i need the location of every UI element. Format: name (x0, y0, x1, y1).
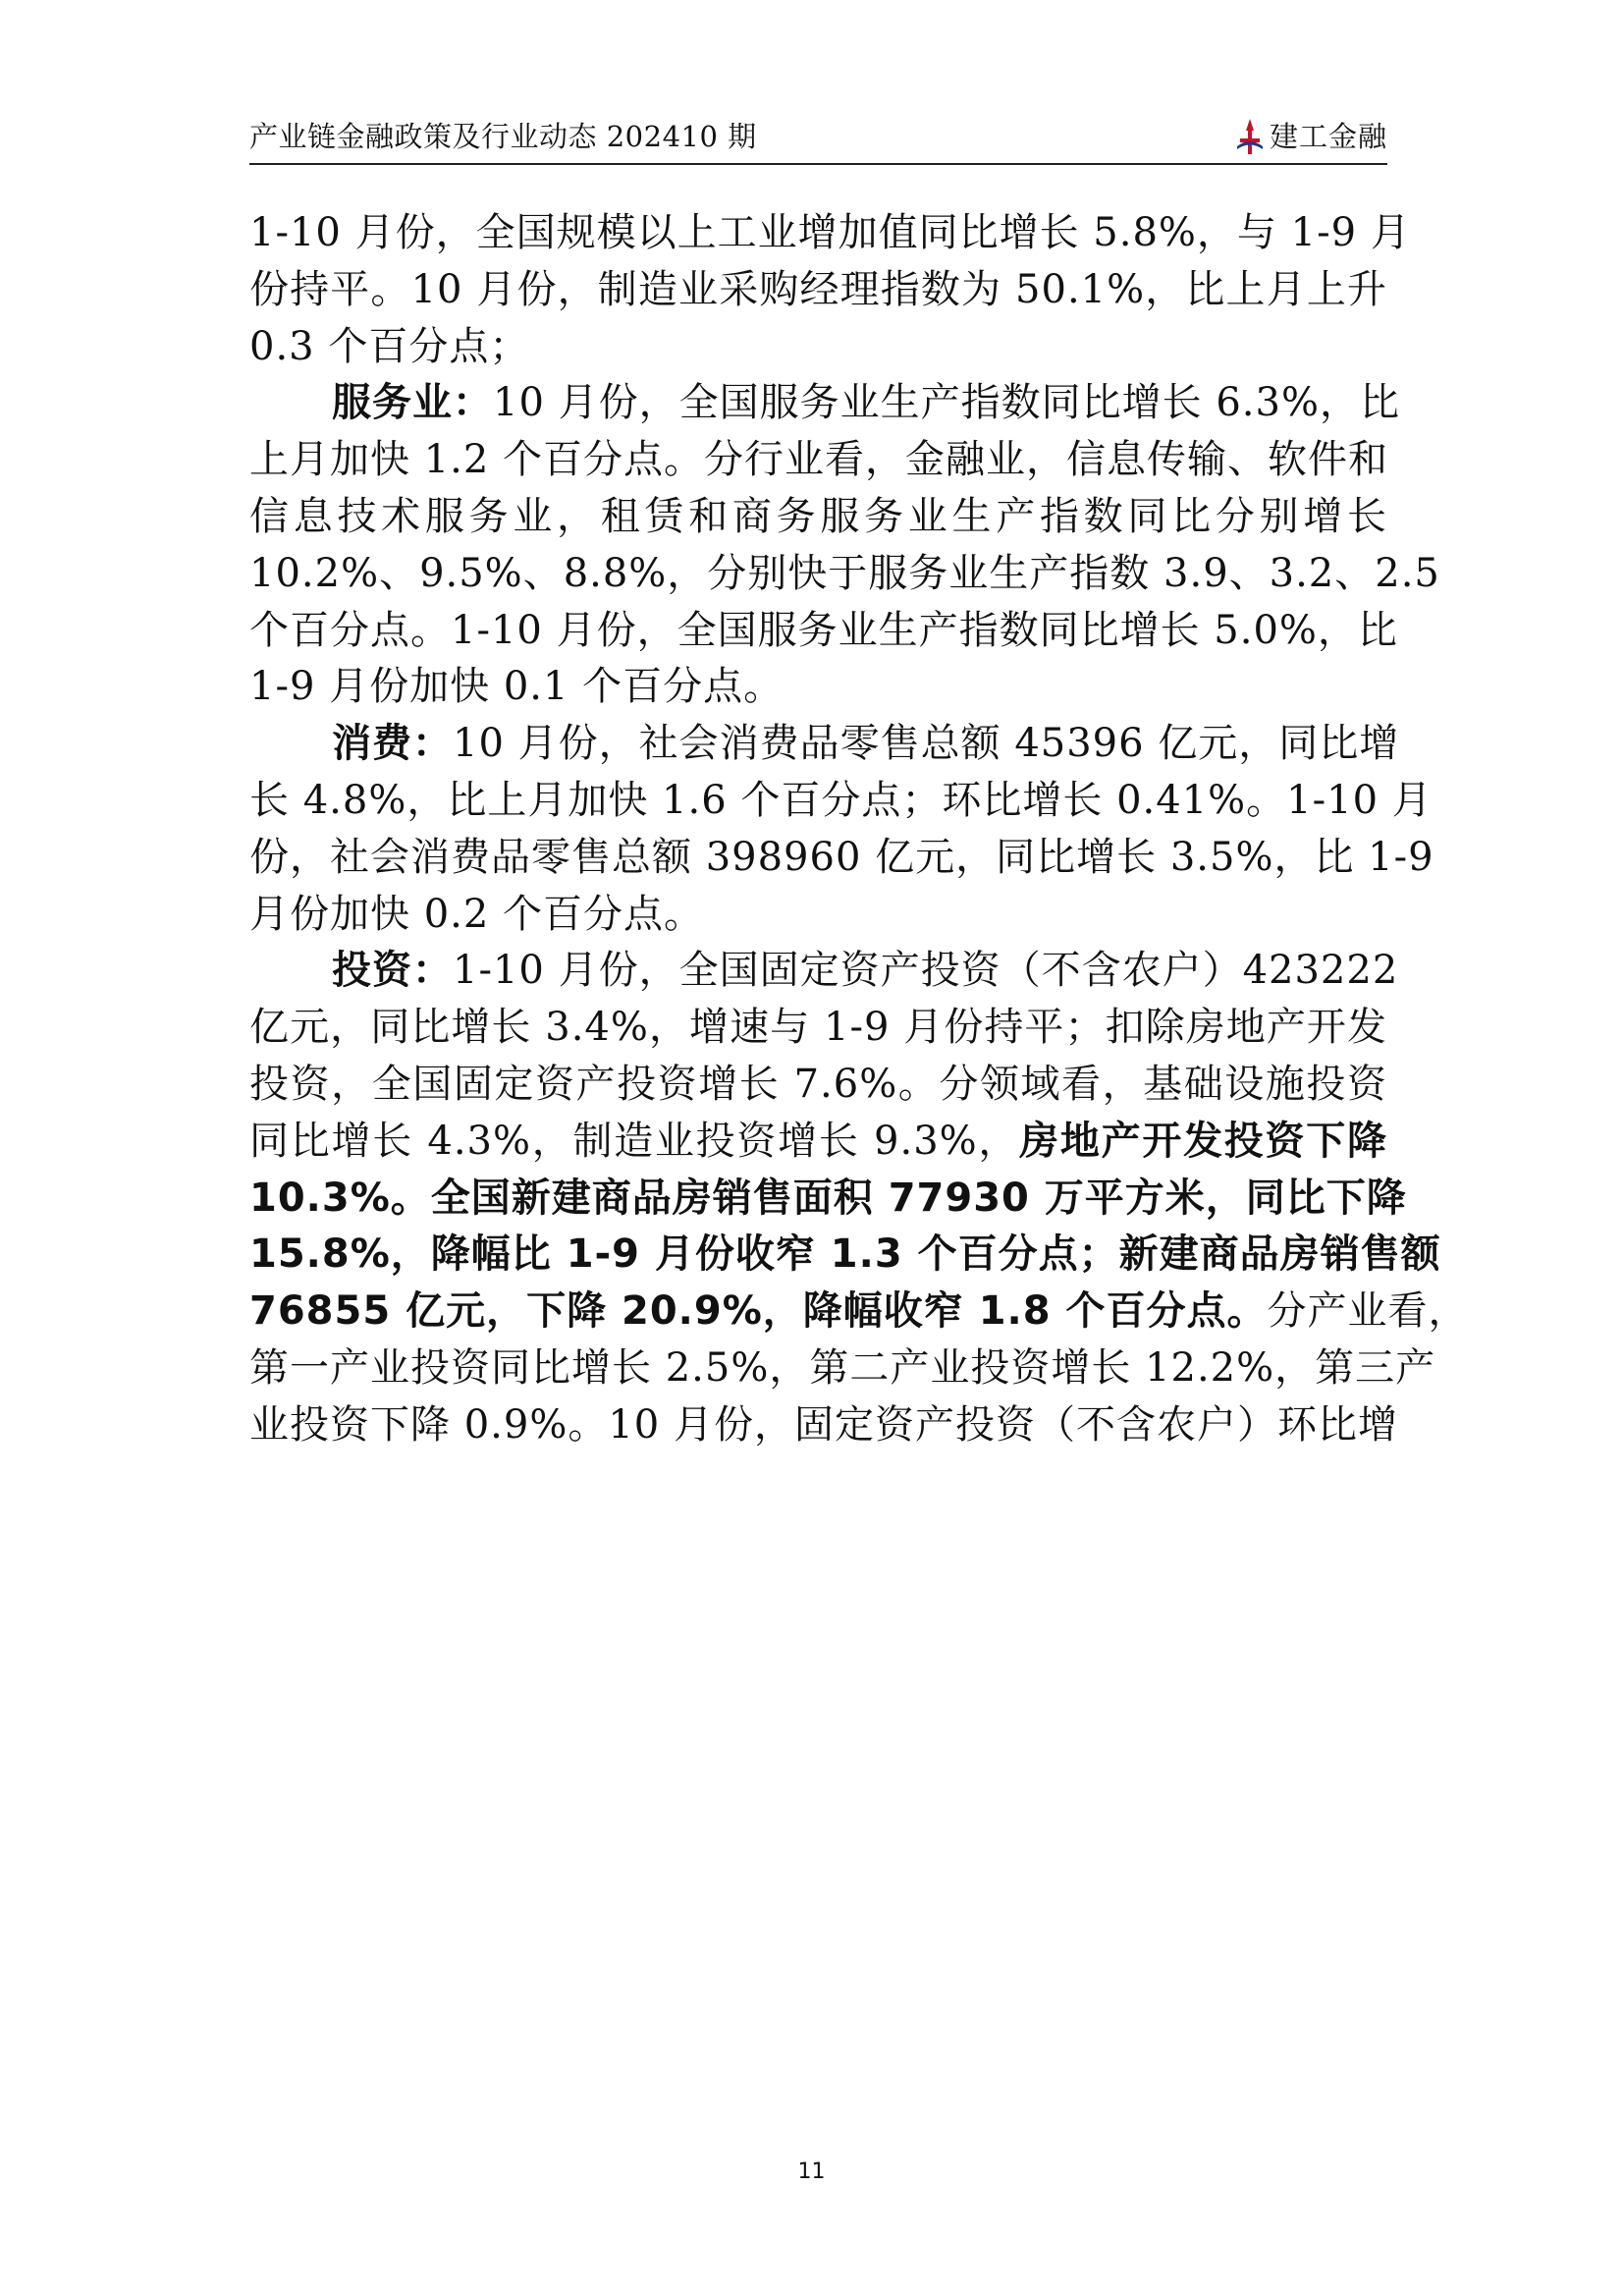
text-segment: 信息技术服务业，租赁和商务服务业生产指数同比分别增长 (249, 494, 1387, 539)
text-segment: 长 4.8%，比上月加快 1.6 个百分点；环比增长 0.41%。1-10 月 (249, 778, 1433, 823)
text-segment: 业投资下降 0.9%。10 月份，固定资产投资（不含农户）环比增 (249, 1402, 1398, 1448)
text-segment: 1-10 月份，全国固定资产投资（不含农户）423222 (453, 948, 1399, 993)
text-line (332, 373, 1400, 432)
text-segment: 亿元，同比增长 3.4%，增速与 1-9 月份持平；扣除房地产开发 (249, 1005, 1387, 1050)
text-line (249, 487, 1387, 546)
text-line (249, 203, 1411, 262)
text-segment: 份持平。10 月份，制造业采购经理指数为 50.1%，比上月上升 (249, 267, 1387, 312)
text-line (249, 998, 1387, 1057)
text-segment: 投资，全国固定资产投资增长 7.6%。分领域看，基础设施投资 (249, 1062, 1387, 1107)
text-segment: 同比增长 4.3%，制造业投资增长 9.3%， (249, 1119, 1020, 1164)
text-line (249, 1169, 1407, 1228)
text-segment: 10.2%、9.5%、8.8%，分别快于服务业生产指数 3.9、3.2、2.5 (249, 551, 1440, 596)
bold-text-segment: 服务业： (332, 380, 493, 425)
page-header (249, 116, 1387, 165)
text-line (249, 1395, 1398, 1454)
text-segment: 1-10 月份，全国规模以上工业增加值同比增长 5.8%，与 1-9 月 (249, 210, 1411, 255)
text-segment: 个百分点。1-10 月份，全国服务业生产指数同比增长 5.0%，比 (249, 608, 1398, 653)
brand (1234, 116, 1387, 157)
brand-name: 建工金融 (1269, 120, 1387, 153)
text-line (249, 317, 1387, 376)
text-line (249, 828, 1434, 887)
text-segment: 份，社会消费品零售总额 398960 亿元，同比增长 3.5%，比 1-9 (249, 835, 1434, 880)
text-line (249, 771, 1433, 830)
text-segment: 月份加快 0.2 个百分点。 (249, 892, 705, 937)
text-line (249, 657, 1387, 716)
text-line (249, 544, 1440, 603)
text-line (332, 714, 1400, 773)
text-line (249, 430, 1387, 489)
header-title: 产业链金融政策及行业动态 202410 期 (249, 120, 757, 153)
text-line (249, 1282, 1469, 1340)
text-segment: 10 月份，社会消费品零售总额 45396 亿元，同比增 (453, 721, 1400, 766)
text-line (249, 1339, 1436, 1397)
text-segment: 分产业看， (1267, 1288, 1469, 1334)
text-segment: 第一产业投资同比增长 2.5%，第二产业投资增长 12.2%，第三产 (249, 1345, 1436, 1391)
text-line (332, 941, 1399, 1000)
bold-text-segment: 投资： (332, 948, 453, 993)
text-segment: 上月加快 1.2 个百分点。分行业看，金融业，信息传输、软件和 (249, 437, 1389, 482)
text-segment: 1-9 月份加快 0.1 个百分点。 (249, 664, 784, 709)
text-line (249, 1225, 1441, 1284)
bold-text-segment: 76855 亿元，下降 20.9%，降幅收窄 1.8 个百分点。 (249, 1288, 1268, 1334)
text-segment: 0.3 个百分点； (249, 324, 530, 369)
page-number: 11 (797, 2159, 826, 2184)
bold-text-segment: 10.3%。全国新建商品房销售面积 77930 万平方米，同比下降 (249, 1175, 1407, 1221)
text-line (249, 1055, 1387, 1114)
bold-text-segment: 15.8%，降幅比 1-9 月份收窄 1.3 个百分点；新建商品房销售额 (249, 1231, 1441, 1277)
text-line (249, 260, 1387, 319)
text-line (249, 1112, 1387, 1171)
text-line (249, 601, 1398, 660)
text-segment: 10 月份，全国服务业生产指数同比增长 6.3%，比 (493, 380, 1400, 425)
text-line (249, 885, 1387, 944)
brand-logo-icon (1234, 117, 1266, 156)
bold-text-segment: 房地产开发投资下降 (1019, 1119, 1388, 1164)
bold-text-segment: 消费： (332, 721, 453, 766)
